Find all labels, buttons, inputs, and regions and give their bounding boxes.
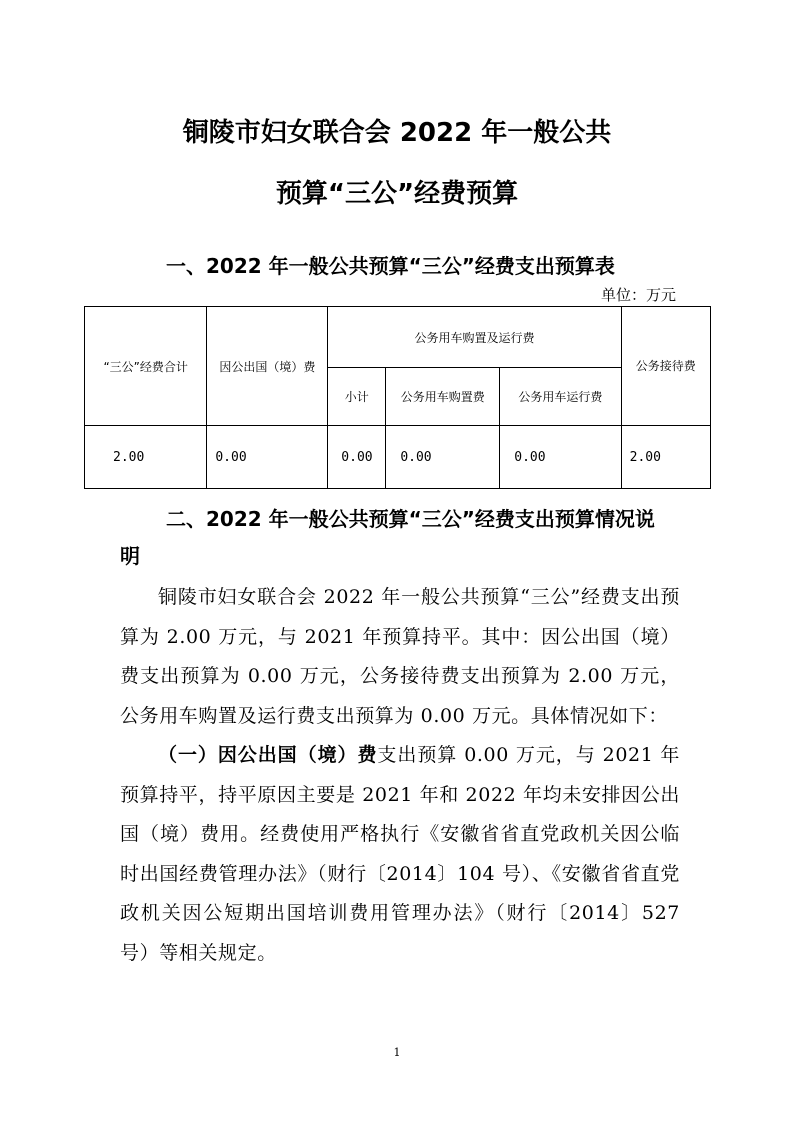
table-row <box>85 426 711 489</box>
paragraph-summary: 铜陵市妇女联合会 2022 年一般公共预算“三公”经费支出预算为 2.00 万元，与 2021 年预算持平。其中：因公出国（境）费支出预算为 0.00 万元，公务接待费支出预算为 2.00 万元，公务用车购置及运行费支出预算为 0.00 万元。具体情况如下： <box>120 586 680 727</box>
section2-heading-line1: 二、2022 年一般公共预算“三公”经费支出预算情况说 <box>166 507 655 531</box>
header-travel: 因公出国（境）费 <box>207 307 328 426</box>
document-title-line2: 预算“三公”经费预算 <box>275 179 519 209</box>
value-reception: 2.00 <box>621 426 710 489</box>
header-vehicle-purchase: 公务用车购置费 <box>386 368 500 426</box>
value-travel: 0.00 <box>207 426 328 489</box>
value-vehicle-purchase: 0.00 <box>386 426 500 489</box>
section1-heading: 一、2022 年一般公共预算“三公”经费支出预算表 <box>166 254 615 278</box>
header-reception: 公务接待费 <box>621 307 710 426</box>
value-total: 2.00 <box>85 426 207 489</box>
table-header-row <box>85 307 711 368</box>
section2-heading-line2: 明 <box>120 544 140 568</box>
value-vehicle-subtotal: 0.00 <box>328 426 386 489</box>
document-title-line1: 铜陵市妇女联合会 2022 年一般公共 <box>182 118 612 148</box>
budget-table <box>84 306 711 489</box>
unit-label: 单位：万元 <box>600 286 676 304</box>
page-number: 1 <box>393 1046 401 1059</box>
header-vehicle-subtotal: 小计 <box>328 368 386 426</box>
header-total: “三公”经费合计 <box>85 307 207 426</box>
value-vehicle-operation: 0.00 <box>500 426 621 489</box>
paragraph-travel <box>120 736 680 973</box>
paragraph-travel-text: 支出预算 0.00 万元，与 2021 年预算持平，持平原因主要是 2021 年和 2022 年均未安排因公出国（境）费用。经费使用严格执行《安徽省省直党政机关因公临时出国经费管理办法》（财行〔2014〕104 号）、《安徽省省直党政机关因公短期出国培训费用管理办法》（财行〔2014〕527 号）等相关规定。 <box>120 744 680 964</box>
header-vehicle-group: 公务用车购置及运行费 <box>328 307 621 368</box>
header-vehicle-operation: 公务用车运行费 <box>500 368 621 426</box>
body-text <box>120 578 680 973</box>
paragraph-travel-lead: （一）因公出国（境）费 <box>158 744 378 766</box>
